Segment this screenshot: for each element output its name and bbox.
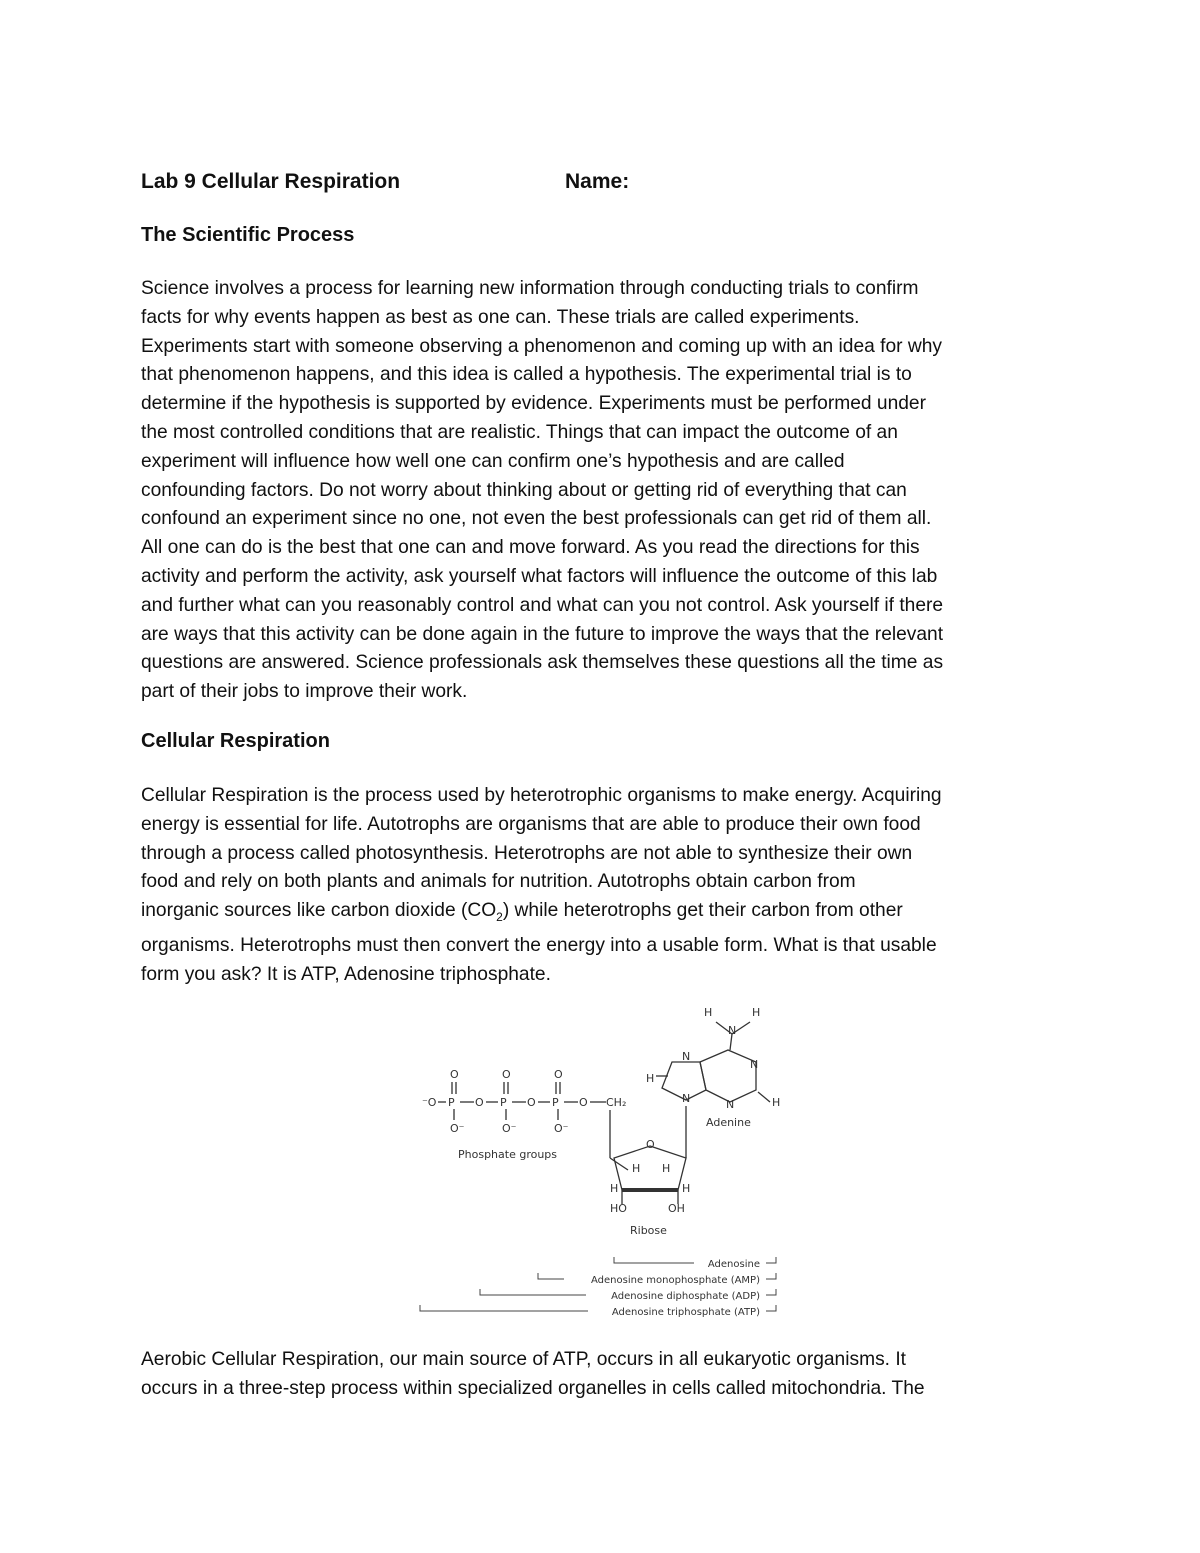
phosphate-o-top: O bbox=[554, 1068, 563, 1081]
paragraph-line: and further what can you reasonably control and what can you not control. Ask yourself if there bbox=[141, 594, 944, 616]
phosphate-o: O bbox=[527, 1096, 536, 1109]
paragraph-scientific-process bbox=[141, 275, 1071, 707]
paragraph-cellular-respiration bbox=[141, 782, 1071, 989]
adenine-label: Adenine bbox=[706, 1116, 751, 1129]
paragraph-line: determine if the hypothesis is supported by evidence. Experiments must be performed under bbox=[141, 393, 926, 415]
phosphate-p: P bbox=[500, 1096, 507, 1109]
ribose-oh: OH bbox=[668, 1202, 685, 1215]
adenine-n: N bbox=[682, 1050, 691, 1063]
paragraph-line: through a process called photosynthesis. Heterotrophs are not able to synthesize their own bbox=[141, 842, 913, 864]
adenine-n: N bbox=[726, 1098, 735, 1111]
paragraph-line: that phenomenon happens, and this idea is called a hypothesis. The experimental trial is to bbox=[141, 364, 912, 386]
atp-structure-figure bbox=[410, 998, 810, 1328]
paragraph-line: are ways that this activity can be done again in the future to improve the ways that the relevant bbox=[141, 623, 944, 645]
paragraph-line: activity and perform the activity, ask yourself what factors will influence the outcome of this lab bbox=[141, 565, 938, 587]
phosphate-o-minus: ⁻O bbox=[422, 1096, 437, 1109]
paragraph-line: Aerobic Cellular Respiration, our main source of ATP, occurs in all eukaryotic organisms. It bbox=[141, 1349, 906, 1370]
paragraph-line: questions are answered. Science professionals ask themselves these questions all the time as bbox=[141, 652, 944, 674]
paragraph-line: form you ask? It is ATP, Adenosine triphosphate. bbox=[141, 963, 551, 985]
phosphate-groups-label: Phosphate groups bbox=[458, 1148, 558, 1161]
phosphate-o-bottom: O⁻ bbox=[554, 1122, 569, 1135]
atp-structure-diagram bbox=[410, 998, 810, 1328]
adenine-h: H bbox=[646, 1072, 655, 1085]
paragraph-line: experiment will influence how well one can confirm one’s hypothesis and are called bbox=[141, 450, 845, 472]
adenine-h: H bbox=[772, 1096, 781, 1109]
ribose-ho: HO bbox=[610, 1202, 627, 1215]
ribose-o: O bbox=[646, 1138, 655, 1151]
co2-text-before: inorganic sources like carbon dioxide (CO bbox=[141, 900, 497, 922]
adenine-n: N bbox=[728, 1024, 737, 1037]
paragraph-line-co2 bbox=[141, 897, 1071, 932]
ch2-label: CH₂ bbox=[606, 1096, 627, 1109]
phosphate-o: O bbox=[475, 1096, 484, 1109]
bracket-label-atp: Adenosine triphosphate (ATP) bbox=[611, 1307, 760, 1318]
phosphate-o: O bbox=[579, 1096, 588, 1109]
paragraph-line: organisms. Heterotrophs must then convert the energy into a usable form. What is that usable bbox=[141, 934, 937, 956]
adenine-h: H bbox=[752, 1006, 761, 1019]
paragraph-line: confounding factors. Do not worry about thinking about or getting rid of everything that can bbox=[141, 479, 907, 501]
paragraph-line: Science involves a process for learning new information through conducting trials to confirm bbox=[141, 278, 919, 299]
ribose-h: H bbox=[682, 1182, 691, 1195]
phosphate-o-top: O bbox=[450, 1068, 459, 1081]
paragraph-line: Cellular Respiration is the process used by heterotrophic organisms to make energy. Acquiring bbox=[141, 785, 942, 806]
title-row bbox=[141, 170, 630, 194]
co2-text-after: ) while heterotrophs get their carbon from other bbox=[502, 900, 903, 922]
phosphate-o-top: O bbox=[502, 1068, 511, 1081]
adenine-n: N bbox=[750, 1058, 759, 1071]
phosphate-o-bottom: O⁻ bbox=[450, 1122, 465, 1135]
bracket-label-amp: Adenosine monophosphate (AMP) bbox=[591, 1275, 760, 1286]
co2-subscript: 2 bbox=[496, 910, 503, 925]
paragraph-line: the most controlled conditions that are realistic. Things that can impact the outcome of an bbox=[141, 421, 898, 443]
paragraph-line: Experiments start with someone observing a phenomenon and coming up with an idea for why bbox=[141, 335, 942, 357]
phosphate-o-bottom: O⁻ bbox=[502, 1122, 517, 1135]
adenine-h: H bbox=[704, 1006, 713, 1019]
ribose-h: H bbox=[662, 1162, 671, 1175]
paragraph-aerobic-respiration bbox=[141, 1346, 1071, 1404]
bracket-label-adp: Adenosine diphosphate (ADP) bbox=[611, 1291, 760, 1302]
ribose-label: Ribose bbox=[630, 1224, 667, 1237]
adenine-n: N bbox=[682, 1092, 691, 1105]
paragraph-line: All one can do is the best that one can and move forward. As you read the directions for this bbox=[141, 537, 920, 559]
paragraph-line: confound an experiment since no one, not even the best professionals can get rid of them all. bbox=[141, 508, 932, 530]
phosphate-p: P bbox=[552, 1096, 559, 1109]
section-heading-scientific-process: The Scientific Process bbox=[141, 224, 355, 246]
paragraph-line: energy is essential for life. Autotrophs are organisms that are able to produce their own food bbox=[141, 813, 921, 835]
page-title: Lab 9 Cellular Respiration bbox=[141, 170, 401, 193]
paragraph-line: occurs in a three-step process within specialized organelles in cells called mitochondria. The bbox=[141, 1377, 925, 1399]
paragraph-line: food and rely on both plants and animals for nutrition. Autotrophs obtain carbon from bbox=[141, 871, 856, 893]
bracket-label-adenosine: Adenosine bbox=[707, 1259, 760, 1270]
section-heading-cellular-respiration: Cellular Respiration bbox=[141, 730, 330, 752]
ribose-h: H bbox=[632, 1162, 641, 1175]
name-label: Name: bbox=[565, 170, 630, 193]
paragraph-line: part of their jobs to improve their work. bbox=[141, 681, 468, 703]
phosphate-p: P bbox=[448, 1096, 455, 1109]
paragraph-line: facts for why events happen as best as one can. These trials are called experiments. bbox=[141, 306, 860, 328]
ribose-h: H bbox=[610, 1182, 619, 1195]
